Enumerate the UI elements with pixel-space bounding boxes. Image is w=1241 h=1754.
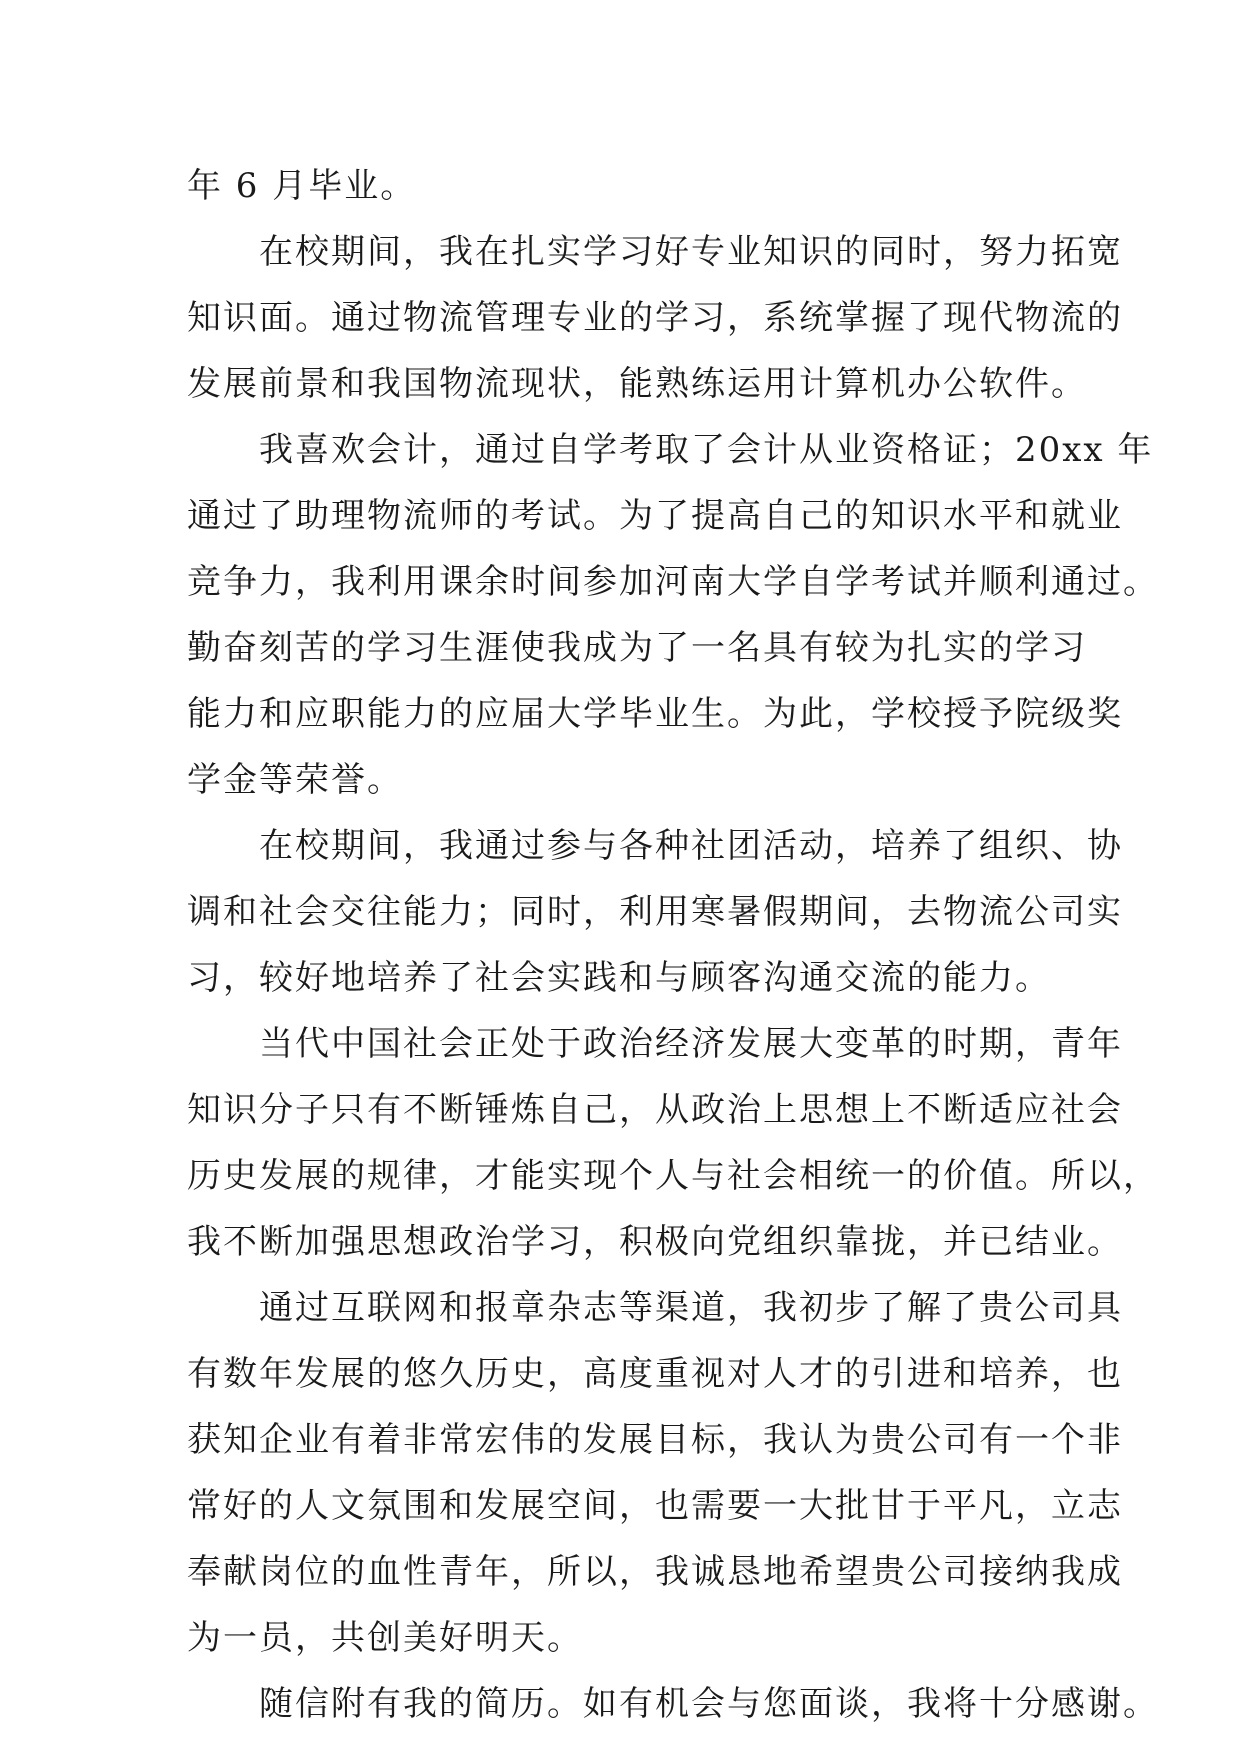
- text-line: 奉献岗位的血性青年，所以，我诚恳地希望贵公司接纳我成: [187, 1552, 1123, 1592]
- paragraph-political-study: [187, 1011, 1159, 1275]
- paragraph-certificates: [187, 417, 1159, 813]
- paragraph-studies: [187, 219, 1123, 417]
- text-line: 获知企业有着非常宏伟的发展目标，我认为贵公司有一个非: [187, 1420, 1123, 1460]
- text-line: 有数年发展的悠久历史，高度重视对人才的引进和培养，也: [187, 1354, 1123, 1394]
- text-line: 在校期间，我在扎实学习好专业知识的同时，努力拓宽: [259, 232, 1123, 272]
- text-line: 勤奋刻苦的学习生涯使我成为了一名具有较为扎实的学习: [187, 628, 1087, 668]
- text-line: 在校期间，我通过参与各种社团活动，培养了组织、协: [259, 826, 1123, 866]
- text-line: 能力和应职能力的应届大学毕业生。为此，学校授予院级奖: [187, 694, 1123, 734]
- text-line: 随信附有我的简历。如有机会与您面谈，我将十分感谢。: [259, 1684, 1159, 1724]
- text-line: 通过互联网和报章杂志等渠道，我初步了解了贵公司具: [259, 1288, 1123, 1328]
- text-line: 为一员，共创美好明天。: [187, 1618, 583, 1658]
- text-line: 我不断加强思想政治学习，积极向党组织靠拢，并已结业。: [187, 1222, 1123, 1262]
- text-line: 历史发展的规律，才能实现个人与社会相统一的价值。所以，: [187, 1156, 1159, 1196]
- text-line: 年 6 月毕业。: [187, 166, 417, 206]
- letter-body: [187, 153, 1159, 1737]
- text-line: 我喜欢会计，通过自学考取了会计从业资格证；20xx 年: [259, 430, 1154, 470]
- paragraph-closing: [187, 1671, 1159, 1737]
- paragraph-company-interest: [187, 1275, 1123, 1671]
- text-line: 调和社会交往能力；同时，利用寒暑假期间，去物流公司实: [187, 892, 1123, 932]
- text-line: 当代中国社会正处于政治经济发展大变革的时期，青年: [259, 1024, 1123, 1064]
- text-line: 学金等荣誉。: [187, 760, 403, 800]
- text-line: 通过了助理物流师的考试。为了提高自己的知识水平和就业: [187, 496, 1123, 536]
- text-line: 知识面。通过物流管理专业的学习，系统掌握了现代物流的: [187, 298, 1123, 338]
- paragraph-activities: [187, 813, 1123, 1011]
- text-line: 习，较好地培养了社会实践和与顾客沟通交流的能力。: [187, 958, 1051, 998]
- text-line: 常好的人文氛围和发展空间，也需要一大批甘于平凡，立志: [187, 1486, 1123, 1526]
- text-line: 发展前景和我国物流现状，能熟练运用计算机办公软件。: [187, 364, 1087, 404]
- text-line: 竞争力，我利用课余时间参加河南大学自学考试并顺利通过。: [187, 562, 1159, 602]
- text-line: 知识分子只有不断锤炼自己，从政治上思想上不断适应社会: [187, 1090, 1123, 1130]
- paragraph-graduation: [187, 153, 1087, 219]
